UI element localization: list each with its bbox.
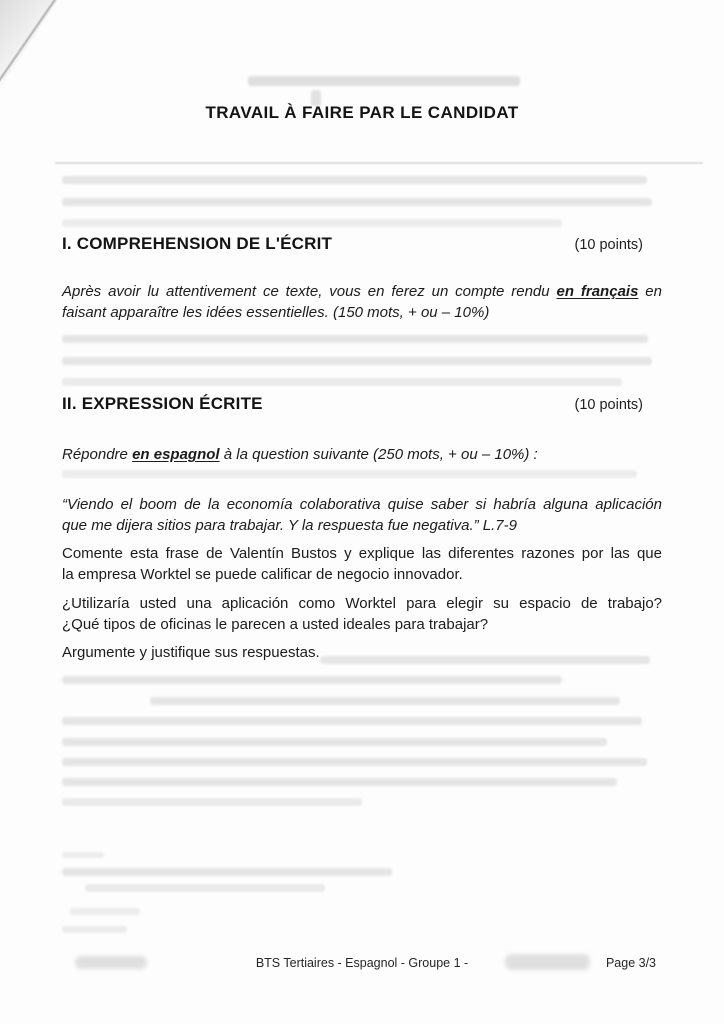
section-2-points: (10 points)	[574, 397, 643, 413]
bleedthrough-line	[62, 868, 392, 876]
section-1-heading-row	[62, 234, 643, 254]
closing-line: Argumente y justifique sus respuestas.	[62, 644, 320, 661]
section-1-instruction-line-1	[62, 281, 662, 302]
section-1-points: (10 points)	[574, 237, 643, 253]
section-2-instruction-line	[62, 444, 662, 465]
bleedthrough-line	[62, 798, 362, 806]
bleedthrough-line	[62, 176, 647, 184]
bleedthrough-rule	[55, 162, 703, 164]
bleedthrough-line	[62, 378, 622, 386]
question-line-2: ¿Qué tipos de oficinas le parecen a usted ideales para trabajar?	[62, 616, 489, 633]
task-line-1: Comente esta frase de Valentín Bustos y explique las diferentes razones por las que	[62, 545, 662, 562]
bleedthrough-line	[320, 656, 650, 664]
quote-line-2: que me dijera sitios para trabajar. Y la respuesta fue negativa.” L.7-9	[62, 517, 517, 534]
quote-line-1: “Viendo el boom de la economía colaborativa quise saber si habría alguna aplicación	[62, 496, 662, 513]
page-number: Page 3/3	[605, 956, 656, 970]
bleedthrough-line	[62, 357, 652, 365]
section-2-heading: II. EXPRESSION ÉCRITE	[62, 394, 263, 413]
instruction-text: à la question suivante (250 mots, + ou – 10%) :	[219, 446, 538, 463]
bleedthrough-line	[62, 926, 127, 933]
bleedthrough-line	[62, 852, 104, 858]
bleedthrough-line	[62, 219, 562, 227]
bleedthrough-line	[62, 335, 648, 343]
section-2-heading-row	[62, 394, 643, 414]
bleedthrough-line	[62, 738, 607, 746]
bleedthrough-line	[248, 76, 520, 86]
section-1-instruction-line-2: faisant apparaître les idées essentielles. (150 mots, + ou – 10%)	[62, 304, 490, 321]
task-line-2: la empresa Worktel se puede calificar de negocio innovador.	[62, 566, 463, 583]
page-corner-fold-shade	[0, 0, 60, 88]
bleedthrough-line	[150, 697, 620, 705]
bleedthrough-line	[62, 676, 562, 684]
footer-redaction-smudge	[505, 954, 590, 970]
instruction-text: Après avoir lu attentivement ce texte, vous en ferez un compte rendu	[62, 283, 557, 300]
bleedthrough-line	[62, 717, 642, 725]
bleedthrough-line	[62, 198, 652, 206]
bleedthrough-line	[70, 908, 140, 915]
bleedthrough-line	[62, 470, 637, 478]
footer-text: BTS Tertiaires - Espagnol - Groupe 1 -	[255, 956, 469, 970]
bleedthrough-line	[62, 758, 647, 766]
instruction-emphasis: en espagnol	[132, 446, 220, 463]
question-line-1: ¿Utilizaría usted una aplicación como Worktel para elegir su espacio de trabajo?	[62, 595, 662, 612]
instruction-text: en	[638, 283, 662, 300]
instruction-emphasis: en français	[556, 283, 639, 300]
page-title: TRAVAIL À FAIRE PAR LE CANDIDAT	[205, 103, 519, 122]
instruction-text: Répondre	[62, 446, 133, 463]
section-1-heading: I. COMPREHENSION DE L'ÉCRIT	[62, 234, 333, 253]
bleedthrough-line	[62, 778, 617, 786]
bleedthrough-line	[85, 884, 325, 892]
